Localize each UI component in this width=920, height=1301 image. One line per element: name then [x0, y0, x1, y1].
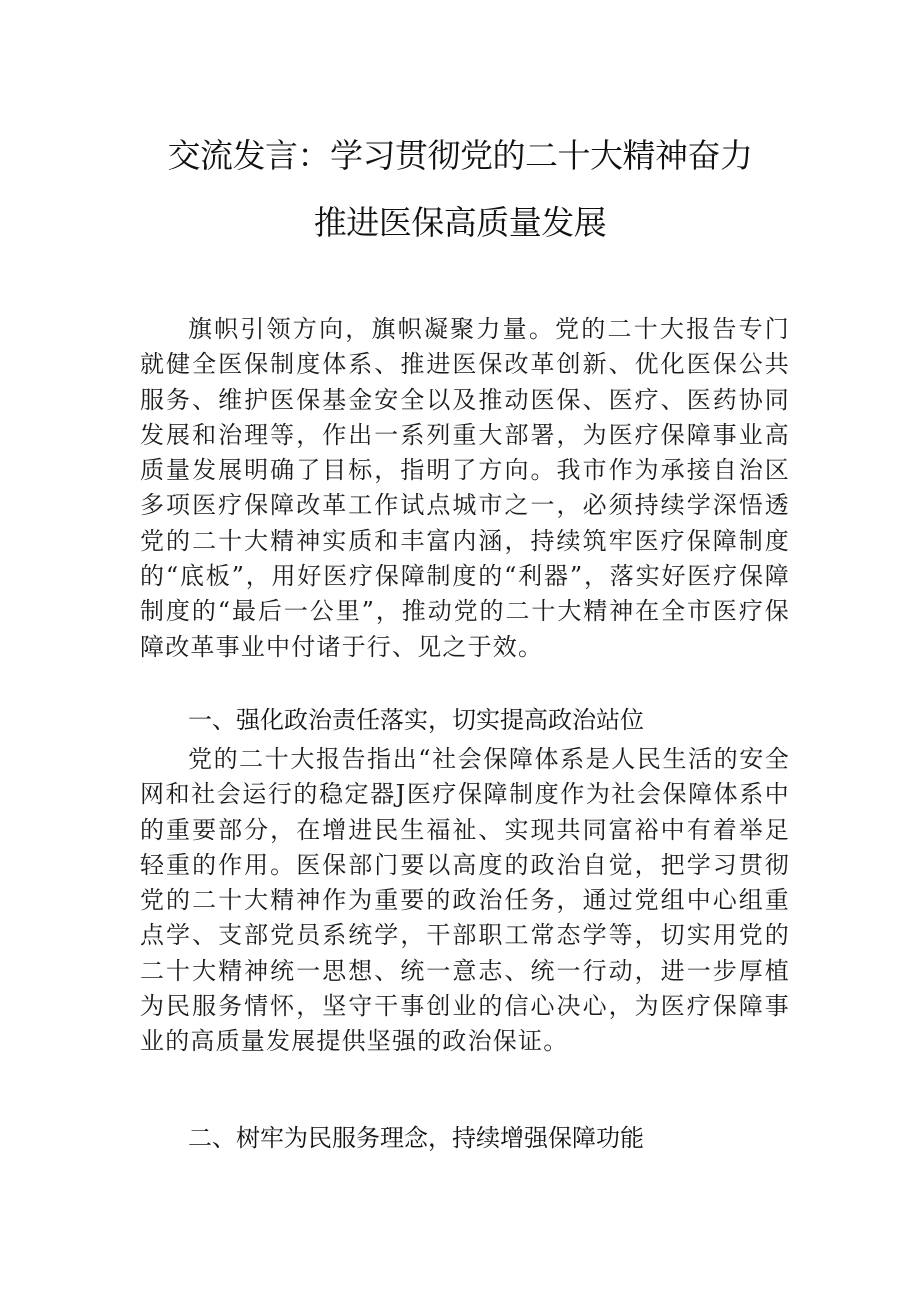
section-1-heading: 一、强化政治责任落实，切实提高政治站位	[188, 706, 644, 734]
document-title-line-2: 推进医保高质量发展	[313, 203, 607, 242]
section-1-paragraph: 党的二十大报告指出“社会保障体系是人民生活的安全网和社会运行的稳定器J医疗保障制度作为社会保障体系中的重要部分，在增进民生福祉、实现共同富裕中有着举足轻重的作用。医保部门要以高度的政治自觉，把学习贯彻党的二十大精神作为重要的政治任务，通过党组中心组重点学、支部党员系统学，干部职工常态学等，切实用党的二十大精神统一思想、统一意志、统一行动，进一步厚植为民服务情怀，坚守干事创业的信心决心，为医疗保障事业的高质量发展提供坚强的政治保证。	[140, 745, 790, 1056]
intro-paragraph: 旗帜引领方向，旗帜凝聚力量。党的二十大报告专门就健全医保制度体系、推进医保改革创新、优化医保公共服务、维护医保基金安全以及推动医保、医疗、医药协同发展和治理等，作出一系列重大部署，为医疗保障事业高质量发展明确了目标，指明了方向。我市作为承接自治区多项医疗保障改革工作试点城市之一，必须持续学深悟透党的二十大精神实质和丰富内涵，持续筑牢医疗保障制度的“底板”，用好医疗保障制度的“利器”，落实好医疗保障制度的“最后一公里”，推动党的二十大精神在全市医疗保障改革事业中付诸于行、见之于效。	[140, 315, 790, 661]
section-2-heading: 二、树牢为民服务理念，持续增强保障功能	[188, 1124, 644, 1152]
document-title-line-1: 交流发言：学习贯彻党的二十大精神奋力	[167, 136, 753, 175]
